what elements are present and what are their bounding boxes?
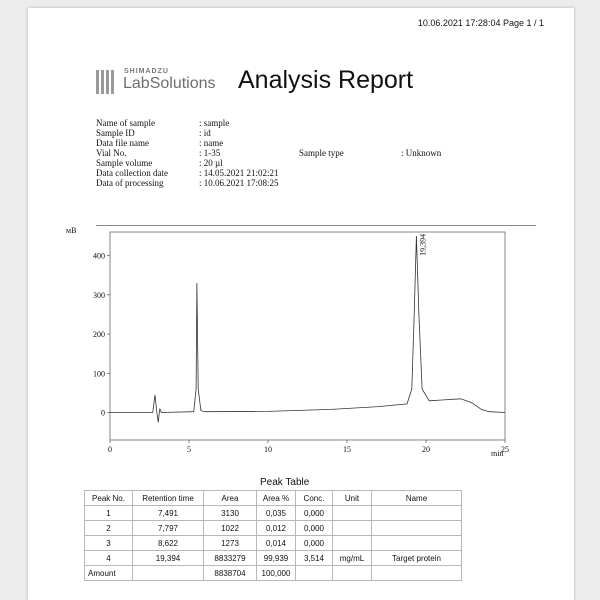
- table-cell: [333, 521, 372, 536]
- x-tick-label: 5: [187, 445, 191, 454]
- x-axis: [108, 440, 509, 454]
- table-cell: 0,035: [257, 506, 296, 521]
- report-title: Analysis Report: [238, 66, 414, 94]
- sample-type-label: Sample type: [299, 148, 344, 158]
- table-cell: 1022: [204, 521, 257, 536]
- x-tick-label: 0: [108, 445, 112, 454]
- table-cell: 0,000: [296, 506, 333, 521]
- table-cell: 0,000: [296, 536, 333, 551]
- table-cell: 7,491: [133, 506, 204, 521]
- table-cell: 19,394: [133, 551, 204, 566]
- sample-info-label: Vial No.: [96, 148, 127, 158]
- sample-info-row: [96, 148, 441, 158]
- column-header: Area %: [257, 491, 296, 506]
- sample-type-value: : Unknown: [401, 148, 442, 158]
- sample-info-label: Data file name: [96, 138, 149, 148]
- table-cell: 3130: [204, 506, 257, 521]
- print-timestamp: 10.06.2021 17:28:04 Page 1 / 1: [417, 18, 544, 28]
- table-cell: mg/mL: [333, 551, 372, 566]
- table-row: [85, 521, 462, 536]
- column-header: Peak No.: [85, 491, 133, 506]
- logo-product: LabSolutions: [123, 75, 216, 92]
- y-axis: [93, 252, 110, 418]
- sample-info-row: [96, 118, 441, 128]
- table-row: [85, 536, 462, 551]
- plot-frame: [110, 232, 505, 440]
- sample-info-row: [96, 138, 441, 148]
- sample-info-value: : name: [199, 138, 224, 148]
- table-cell: 0,000: [296, 521, 333, 536]
- table-cell: 8838704: [204, 566, 257, 581]
- table-row: [85, 551, 462, 566]
- table-cell: 4: [85, 551, 133, 566]
- column-header: Name: [372, 491, 462, 506]
- table-cell: 100,000: [257, 566, 296, 581]
- table-cell: 1273: [204, 536, 257, 551]
- chromatogram-trace: [110, 233, 505, 422]
- table-cell: Amount: [85, 566, 133, 581]
- x-axis-unit: min: [491, 449, 504, 458]
- peak-table-title: Peak Table: [260, 477, 310, 488]
- table-cell: 3: [85, 536, 133, 551]
- table-cell: [372, 506, 462, 521]
- sample-info-label: Sample ID: [96, 128, 135, 138]
- column-header: Retention time: [133, 491, 204, 506]
- sample-info-value: : sample: [199, 118, 230, 128]
- table-cell: 8,622: [133, 536, 204, 551]
- table-row: [85, 506, 462, 521]
- sample-info-label: Name of sample: [96, 118, 155, 128]
- table-cell: 1: [85, 506, 133, 521]
- peak-label: 19,394: [418, 233, 428, 256]
- y-axis-unit: мВ: [66, 226, 77, 235]
- sample-info-value: : 14.05.2021 21:02:21: [199, 168, 279, 178]
- table-cell: [333, 506, 372, 521]
- table-total-row: [85, 566, 462, 581]
- table-cell: Target protein: [372, 551, 462, 566]
- sample-info-label: Sample volume: [96, 158, 153, 168]
- table-cell: [372, 536, 462, 551]
- sample-info-row: [96, 168, 441, 178]
- x-tick-label: 20: [422, 445, 430, 454]
- sample-info-label: Data collection date: [96, 168, 168, 178]
- shimadzu-labsolutions-logo: [96, 68, 226, 98]
- table-cell: 3,514: [296, 551, 333, 566]
- table-cell: [133, 566, 204, 581]
- chromatogram-chart: [60, 225, 520, 465]
- y-tick-label: 0: [101, 408, 105, 418]
- sample-info-value: : id: [199, 128, 211, 138]
- y-tick-label: 400: [93, 251, 105, 261]
- table-cell: [372, 521, 462, 536]
- column-header: Unit: [333, 491, 372, 506]
- peak-table: [84, 490, 462, 581]
- table-cell: [372, 566, 462, 581]
- table-cell: [296, 566, 333, 581]
- x-tick-label: 10: [264, 445, 272, 454]
- sample-info-value: : 1-35: [199, 148, 221, 158]
- table-cell: 0,012: [257, 521, 296, 536]
- y-tick-label: 300: [93, 290, 105, 300]
- sample-info: [96, 118, 441, 188]
- sample-info-row: [96, 158, 441, 168]
- sample-info-row: [96, 128, 441, 138]
- sample-info-label: Data of processing: [96, 178, 164, 188]
- table-cell: 99,939: [257, 551, 296, 566]
- table-cell: 2: [85, 521, 133, 536]
- sample-info-value: : 20 µl: [199, 158, 223, 168]
- table-cell: 7,797: [133, 521, 204, 536]
- table-cell: 8833279: [204, 551, 257, 566]
- table-cell: [333, 566, 372, 581]
- x-tick-label: 25: [501, 445, 509, 454]
- column-header: Conc.: [296, 491, 333, 506]
- logo-brand: SHIMADZU: [124, 68, 169, 75]
- table-cell: [333, 536, 372, 551]
- table-cell: 0,014: [257, 536, 296, 551]
- y-tick-label: 200: [93, 330, 105, 340]
- sample-info-value: : 10.06.2021 17:08:25: [199, 178, 279, 188]
- x-tick-label: 15: [343, 445, 351, 454]
- column-header: Area: [204, 491, 257, 506]
- peak-table-header: [85, 491, 462, 506]
- sample-info-row: [96, 178, 441, 188]
- y-tick-label: 100: [93, 369, 105, 379]
- logo-bars-icon: [96, 70, 118, 94]
